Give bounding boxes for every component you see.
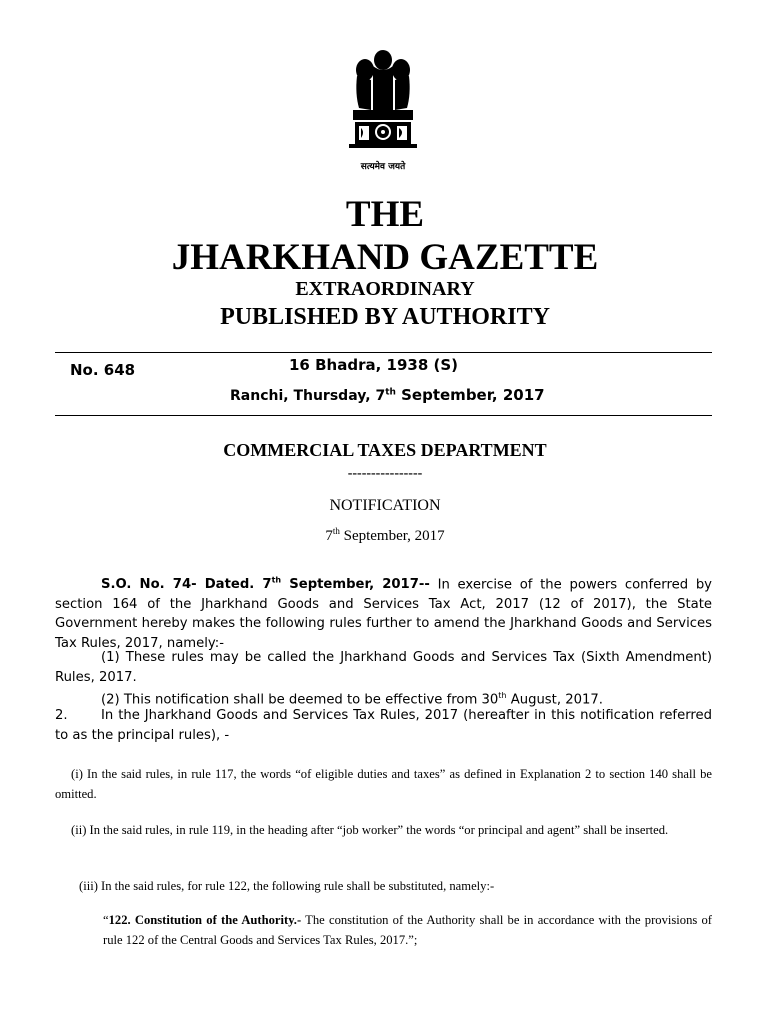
notification-date bbox=[0, 526, 770, 545]
masthead-title: JHARKHAND GAZETTE bbox=[171, 237, 599, 278]
so-paragraph bbox=[55, 571, 712, 653]
notification-date-day: 7 bbox=[325, 528, 333, 544]
separator-line: ---------------- bbox=[347, 466, 423, 481]
department-heading: COMMERCIAL TAXES DEPARTMENT bbox=[223, 440, 547, 460]
issue-saka-date: 16 Bhadra, 1938 (S) bbox=[289, 356, 458, 374]
notification-date-rest: September, 2017 bbox=[339, 528, 445, 544]
clause-ii: (ii) In the said rules, in rule 119, in the heading after “job worker” the words “or principal and agent” shall be inserted. bbox=[71, 823, 669, 837]
rule-para-1: (1) These rules may be called the Jharkhand Goods and Services Tax (Sixth Amendment) Rules, 2017. bbox=[55, 650, 712, 685]
issue-month-year: September, 2017 bbox=[395, 386, 545, 404]
masthead-extraordinary: EXTRAORDINARY bbox=[295, 278, 475, 300]
rule-para-2: (2) This notification shall be deemed to be effective from 30th August, 2017. bbox=[101, 691, 603, 708]
masthead-the: THE bbox=[345, 194, 425, 235]
emblem bbox=[335, 46, 431, 176]
issue-place-day: Ranchi, Thursday, 7 bbox=[230, 388, 386, 404]
rule-122-text: “122. Constitution of the Authority.- The constitution of the Authority shall be in accordance with the provisions of rule 122 of the Central Goods and Services Tax Rules, 2017.”; bbox=[103, 913, 712, 947]
item-2 bbox=[55, 706, 712, 745]
masthead-published: PUBLISHED BY AUTHORITY bbox=[220, 304, 550, 330]
rule-122-body: The constitution of the Authority shall be in accordance with the provisions of rule 122 of the Central Goods and Services Tax Rules, 2017.”; bbox=[103, 913, 712, 947]
notification-date-suffix: th bbox=[332, 526, 340, 536]
clause-i: (i) In the said rules, in rule 117, the words “of eligible duties and taxes” as defined in Explanation 2 to section 140 shall be omitted. bbox=[55, 767, 712, 801]
so-lead: S.O. No. 74- Dated. 7th September, 2017-- bbox=[101, 576, 430, 593]
clause-iii: (iii) In the said rules, for rule 122, the following rule shall be substituted, namely:- bbox=[79, 879, 495, 893]
notification-heading: NOTIFICATION bbox=[329, 497, 441, 514]
divider-bottom bbox=[55, 415, 712, 416]
issue-place-date bbox=[230, 386, 545, 404]
rule-122-heading: 122. Constitution of the Authority.- bbox=[108, 913, 302, 927]
emblem-motto: सत्यमेव जयते bbox=[360, 162, 406, 172]
issue-day-suffix: th bbox=[385, 387, 396, 398]
divider-top bbox=[55, 352, 712, 353]
item-2-number: 2. bbox=[55, 708, 68, 723]
item-2-text: In the Jharkhand Goods and Services Tax Rules, 2017 (hereafter in this notification referred to as the principal rules), - bbox=[55, 708, 712, 743]
so-text: In exercise of the powers conferred by section 164 of the Jharkhand Goods and Services Tax Act, 2017 (12 of 2017), the State Government hereby makes the following rules further to amend the Jharkhand Goods and Services Tax Rules, 2017, namely:- bbox=[55, 577, 712, 651]
national-emblem-icon bbox=[335, 46, 431, 158]
issue-number: No. 648 bbox=[70, 361, 136, 379]
